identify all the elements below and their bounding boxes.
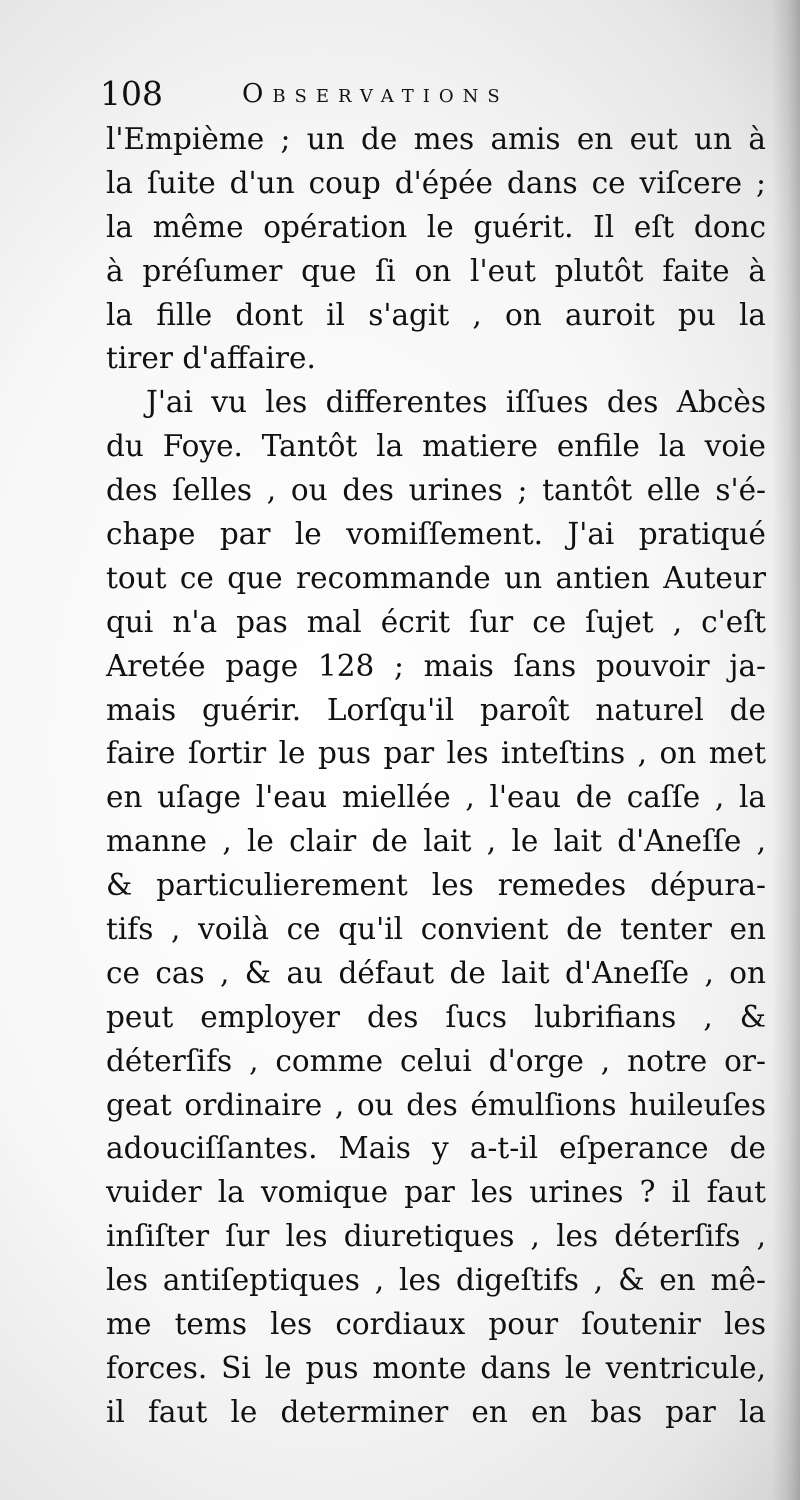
text-line: déterſifs , comme celui d'orge , notre or- — [106, 1043, 766, 1078]
text-line: à préſumer que ſi on l'eut plutôt faite à — [106, 253, 766, 288]
text-line: qui n'a pas mal écrit ſur ce ſujet , c'eſt — [106, 604, 766, 639]
text-line: mais guérir. Lorſqu'il paroît naturel de — [106, 692, 766, 727]
text-line: vuider la vomique par les urines ? il faut — [106, 1175, 766, 1210]
running-title: Observations — [242, 79, 509, 109]
text-line: chape par le vomiſſement. J'ai pratiqué — [106, 517, 766, 552]
text-line: me tems les cordiaux pour ſoutenir les — [106, 1307, 766, 1342]
text-line: peut employer des ſucs lubrifians , & — [106, 999, 766, 1034]
text-line: geat ordinaire , ou des émulſions huileuſes — [106, 1087, 766, 1122]
text-line: tirer d'affaire. — [106, 341, 316, 376]
body-text — [106, 118, 766, 1435]
text-line: la fille dont il s'agit , on auroit pu la — [106, 297, 766, 332]
text-line: inſiſter ſur les diuretiques , les déterſifs , — [106, 1219, 766, 1254]
text-line: la ſuite d'un coup d'épée dans ce viſcere ; — [106, 165, 766, 200]
page-header — [100, 74, 720, 114]
text-line: en uſage l'eau miellée , l'eau de caſſe , la — [106, 780, 766, 815]
text-line: faire ſortir le pus par les inteſtins , on met — [106, 736, 766, 771]
text-line: manne , le clair de lait , le lait d'Aneſſe , — [106, 824, 766, 859]
text-line: adouciſſantes. Mais y a-t-il eſperance de — [106, 1131, 766, 1166]
text-line: tout ce que recommande un antien Auteur — [106, 560, 766, 595]
text-line: la même opération le guérit. Il eſt donc — [106, 209, 766, 244]
text-line: du Foye. Tantôt la matiere enfile la voie — [106, 429, 766, 464]
text-line: J'ai vu les differentes iſſues des Abcès — [146, 385, 766, 420]
text-line: forces. Si le pus monte dans le ventricule, — [106, 1350, 766, 1385]
text-line: ce cas , & au défaut de lait d'Aneſſe , on — [106, 955, 766, 990]
text-line: il faut le determiner en en bas par la — [106, 1394, 766, 1429]
page-edge-shadow — [772, 0, 800, 1500]
text-line: les antiſeptiques , les digeſtifs , & en mê- — [106, 1263, 766, 1298]
page-number: 108 — [100, 74, 163, 113]
text-line: l'Empième ; un de mes amis en eut un à — [106, 122, 766, 156]
text-line: des ſelles , ou des urines ; tantôt elle s'é- — [106, 473, 766, 508]
text-line: Aretée page 128 ; mais ſans pouvoir ja- — [106, 648, 766, 683]
text-line: tifs , voilà ce qu'il convient de tenter en — [106, 912, 766, 947]
text-line: & particulierement les remedes dépura- — [106, 868, 766, 903]
